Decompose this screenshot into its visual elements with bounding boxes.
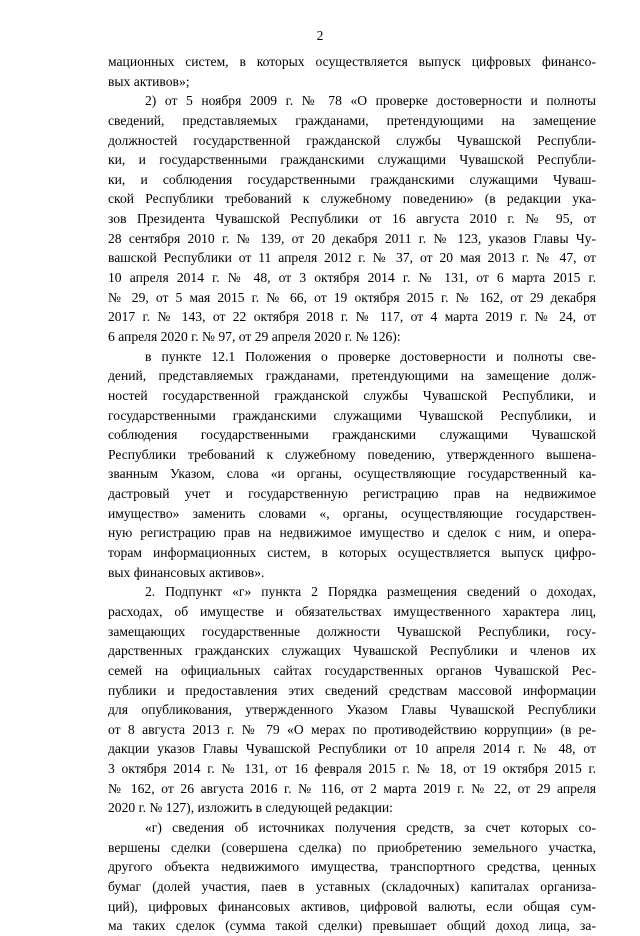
text-line: 2) от 5 ноября 2009 г. № 78 «О проверке достоверности и полноты bbox=[145, 93, 596, 109]
text-line: ций), цифровых финансовых активов, цифровой валюты, если общая сум- bbox=[108, 898, 596, 914]
text-line: зов Президента Чувашской Республики от 16 августа 2010 г. № 95, от bbox=[108, 211, 596, 227]
text-line: 2. Подпункт «г» пункта 2 Порядка размещения сведений о доходах, bbox=[145, 584, 596, 600]
text-line: бумаг (долей участия, паев в уставных (складочных) капиталах организа- bbox=[108, 878, 596, 894]
page-number: 2 bbox=[316, 28, 324, 43]
text-line: дений, представляемых гражданами, претендующими на замещение долж- bbox=[108, 368, 596, 384]
text-line: ма таких сделок (сумма такой сделки) превышает общий доход лица, за- bbox=[108, 918, 596, 934]
text-line: ки, и государственными гражданскими служащими Чувашской Республи- bbox=[108, 152, 596, 168]
text-line: званным Указом, слова «и органы, осуществляющие государственный ка- bbox=[108, 466, 596, 482]
text-line: от 8 августа 2013 г. № 79 «О мерах по противодействию коррупции» (в ре- bbox=[108, 721, 596, 737]
text-line: Республики требований к служебному поведению, утвержденного вышена- bbox=[108, 446, 596, 462]
text-line: ки, и соблюдения государственными гражданскими служащими Чуваш- bbox=[108, 171, 596, 187]
text-line: дастровый учет и государственную регистрацию прав на недвижимое bbox=[108, 486, 596, 502]
text-line: замещающих государственные должности Чувашской Республики, госу- bbox=[108, 623, 596, 639]
text-line: мационных систем, в которых осуществляется выпуск цифровых финансо- bbox=[108, 54, 596, 69]
text-line: вашской Республики от 11 апреля 2012 г. № 37, от 20 мая 2013 г. № 47, от bbox=[108, 250, 596, 266]
text-line: 10 апреля 2014 г. № 48, от 3 октября 2014 г. № 131, от 6 марта 2015 г. bbox=[108, 270, 596, 286]
text-line: 6 апреля 2020 г. № 97, от 29 апреля 2020 г. № 126): bbox=[108, 328, 401, 344]
text-line: расходах, об имуществе и обязательствах имущественного характера лиц, bbox=[108, 603, 596, 619]
text-line: 28 сентября 2010 г. № 139, от 20 декабря 2011 г. № 123, указов Главы Чу- bbox=[108, 230, 596, 246]
text-line: другого объекта недвижимого имущества, транспортного средства, ценных bbox=[108, 859, 596, 875]
text-line: 3 октября 2014 г. № 131, от 16 февраля 2015 г. № 18, от 19 октября 2015 г. bbox=[108, 761, 596, 777]
text-line: № 29, от 5 мая 2015 г. № 66, от 19 октября 2015 г. № 162, от 29 декабря bbox=[108, 289, 596, 305]
text-line: вых финансовых активов». bbox=[108, 564, 265, 580]
text-line: 2020 г. № 127), изложить в следующей редакции: bbox=[108, 800, 393, 816]
text-line: семей на официальных сайтах государственных органов Чувашской Рес- bbox=[108, 662, 596, 678]
text-line: дакции указов Главы Чувашской Республики от 10 апреля 2014 г. № 48, от bbox=[108, 741, 596, 757]
text-line: имущество» заменить словами «, органы, осуществляющие государствен- bbox=[108, 505, 596, 521]
text-line: «г) сведения об источниках получения средств, за счет которых со- bbox=[145, 819, 596, 835]
text-line: № 162, от 26 августа 2016 г. № 116, от 2 марта 2019 г. № 22, от 29 апреля bbox=[108, 780, 596, 796]
text-line: государственными гражданскими служащими Чувашской Республики, и bbox=[108, 407, 596, 423]
text-line: ской Республики требований к служебному поведению» (в редакции ука- bbox=[108, 191, 596, 207]
text-line: вых активов»; bbox=[108, 73, 190, 89]
text-line: сведений, представляемых гражданами, претендующими на замещение bbox=[108, 112, 596, 128]
text-line: ную регистрацию прав на недвижимое имущество и сделок с ним, и опера- bbox=[108, 525, 596, 541]
text-line: дарственных гражданских служащих Чувашской Республики и членов их bbox=[108, 643, 596, 659]
text-line: 2017 г. № 143, от 22 октября 2018 г. № 117, от 4 марта 2019 г. № 24, от bbox=[108, 309, 596, 325]
text-line: соблюдения государственными гражданскими служащими Чувашской bbox=[108, 427, 596, 443]
text-line: ностей государственной гражданской службы Чувашской Республики, и bbox=[108, 387, 596, 403]
text-line: вершены сделки (совершена сделка) по приобретению земельного участка, bbox=[108, 839, 596, 855]
text-line: для опубликования, утвержденного Указом Главы Чувашской Республики bbox=[108, 702, 596, 718]
text-line: должностей государственной гражданской службы Чувашской Республи- bbox=[108, 132, 596, 148]
document-body bbox=[108, 52, 596, 936]
text-line: торам информационных систем, в которых осуществляется выпуск цифро- bbox=[108, 545, 596, 561]
text-line: в пункте 12.1 Положения о проверке достоверности и полноты све- bbox=[145, 348, 596, 364]
text-line: публики и предоставления этих сведений средствам массовой информации bbox=[108, 682, 596, 698]
